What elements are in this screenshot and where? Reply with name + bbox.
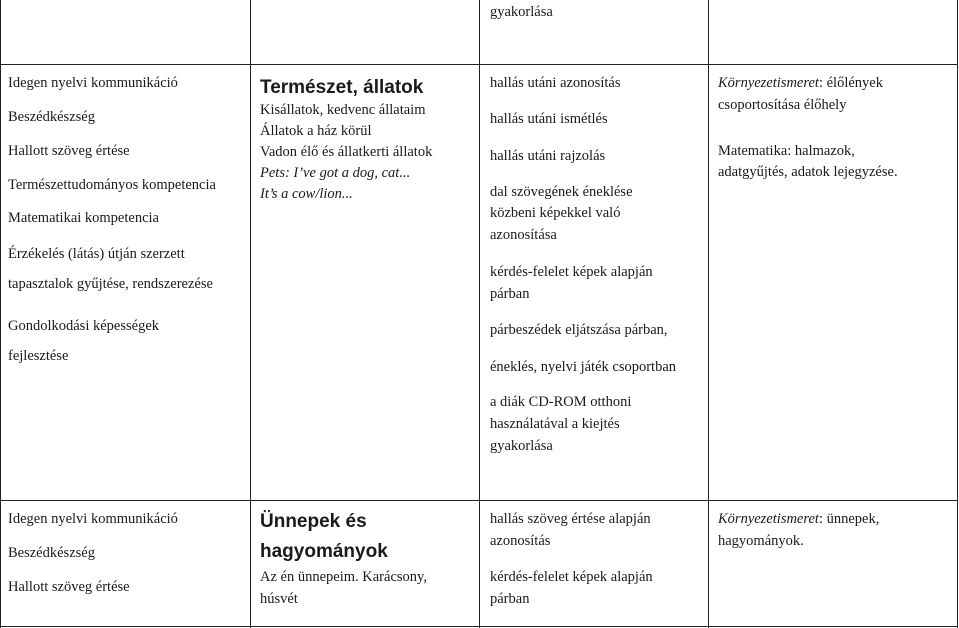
competency-item: Hallott szöveg értése (8, 579, 130, 595)
table-col-divider-3 (708, 0, 709, 628)
subject-topic: : élőlények (818, 75, 883, 91)
method-item: hallás utáni ismétlés (490, 111, 608, 127)
table-border-bottom (0, 626, 958, 627)
method-item: éneklés, nyelvi játék csoportban (490, 359, 677, 375)
topic-line: Kisállatok, kedvenc állataim (260, 102, 426, 118)
link-line (718, 72, 883, 94)
subject-name: Környezetismeret (718, 75, 819, 91)
method-item: azonosítása (490, 227, 557, 243)
topic-title: Ünnepek és (260, 511, 367, 532)
topic-line: Vadon élő és állatkerti állatok (260, 144, 433, 160)
table-row-divider-2 (0, 500, 958, 501)
competency-item: Matematikai kompetencia (8, 210, 159, 226)
topic-example-line: Pets: I’ve got a dog, cat... (260, 165, 411, 181)
subject-topic: : ünnepek, (818, 511, 880, 527)
cell-text: gyakorlása (490, 4, 553, 20)
method-item: hallás utáni rajzolás (490, 148, 606, 164)
competency-item: fejlesztése (8, 348, 69, 364)
table-col-divider-2 (479, 0, 480, 628)
link-line: csoportosítása élőhely (718, 97, 847, 113)
table-row-divider-1 (0, 64, 958, 65)
competency-item: Idegen nyelvi kommunikáció (8, 75, 178, 91)
link-line: adatgyűjtés, adatok lejegyzése. (718, 164, 898, 180)
topic-title: Természet, állatok (260, 77, 424, 98)
competency-item: Gondolkodási képességek (8, 318, 160, 334)
link-line (718, 508, 879, 530)
method-item: párban (490, 591, 530, 607)
competency-item: Hallott szöveg értése (8, 143, 130, 159)
subject-name: Környezetismeret (718, 511, 819, 527)
link-line: hagyományok. (718, 533, 804, 549)
top-row-methods-cell (490, 1, 553, 23)
link-line: Matematika: halmazok, (718, 143, 855, 159)
topic-line: Az én ünnepeim. Karácsony, (260, 569, 427, 585)
competency-item: Beszédkészség (8, 109, 95, 125)
topic-line: Állatok a ház körül (260, 123, 372, 139)
method-item: párbeszédek eljátszása párban, (490, 322, 668, 338)
method-item: használatával a kiejtés (490, 416, 620, 432)
competency-item: Természettudományos kompetencia (8, 177, 216, 193)
table-col-divider-1 (250, 0, 251, 628)
method-item: közbeni képekkel való (490, 205, 621, 221)
method-item: a diák CD-ROM otthoni (490, 394, 632, 410)
row1-topic-cell (260, 76, 475, 205)
topic-example-line: It’s a cow/lion... (260, 186, 353, 202)
method-item: hallás szöveg értése alapján (490, 511, 651, 527)
method-item: párban (490, 286, 530, 302)
competency-item: Érzékelés (látás) útján szerzett (8, 246, 185, 262)
method-item: azonosítás (490, 533, 551, 549)
competency-item: Idegen nyelvi kommunikáció (8, 511, 178, 527)
competency-item: Beszédkészség (8, 545, 95, 561)
method-item: hallás utáni azonosítás (490, 75, 621, 91)
table-border-right (957, 0, 958, 628)
topic-line: húsvét (260, 591, 298, 607)
method-item: gyakorlása (490, 438, 553, 454)
competency-item: tapasztalok gyűjtése, rendszerezése (8, 276, 213, 292)
topic-title: hagyományok (260, 541, 388, 562)
method-item: kérdés-felelet képek alapján (490, 264, 653, 280)
method-item: kérdés-felelet képek alapján (490, 569, 653, 585)
method-item: dal szövegének éneklése (490, 184, 633, 200)
table-border-left (0, 0, 1, 628)
